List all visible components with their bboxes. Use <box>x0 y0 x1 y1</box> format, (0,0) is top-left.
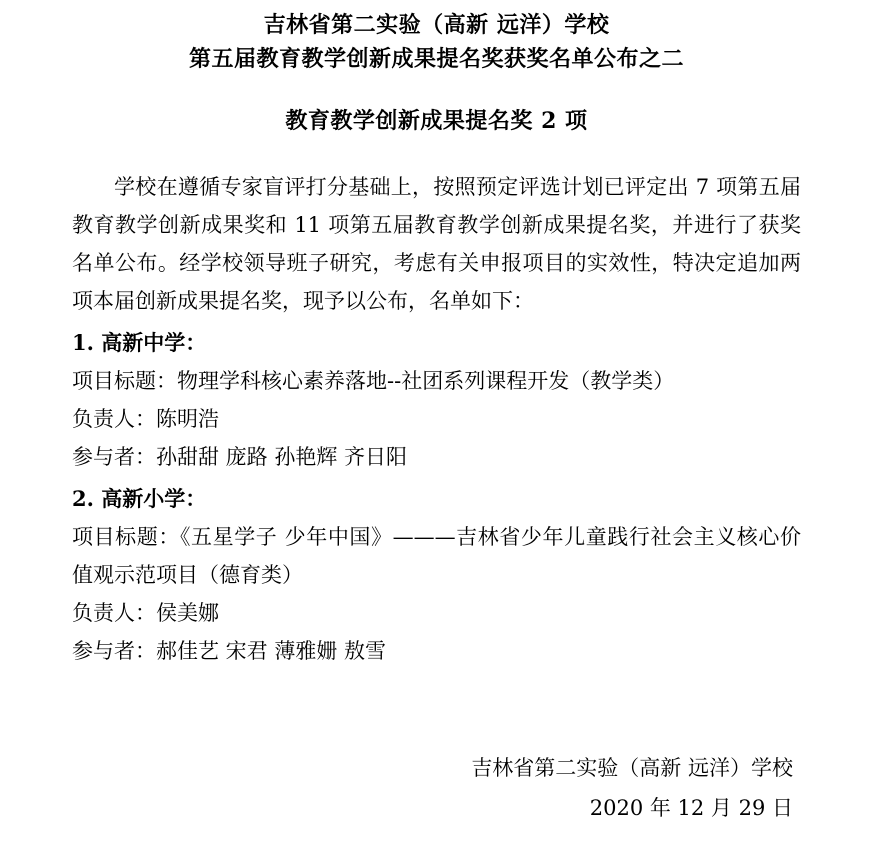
project-title: 项目标题：《五星学子 少年中国》———吉林省少年儿童践行社会主义核心价值观示范项目（德育类） <box>72 525 801 587</box>
project-leader: 负责人：侯美娜 <box>72 601 219 625</box>
project-title: 项目标题：物理学科核心素养落地--社团系列课程开发（教学类） <box>72 369 675 393</box>
section-heading: 2. 高新小学： <box>72 486 207 511</box>
project-leader: 负责人：陈明浩 <box>72 407 219 431</box>
signature-organization: 吉林省第二实验（高新 远洋）学校 <box>471 756 793 780</box>
intro-paragraph: 学校在遵循专家盲评打分基础上，按照预定评选计划已评定出 7 项第五届教育教学创新成果奖和 11 项第五届教育教学创新成果提名奖，并进行了获奖名单公布。经学校领导班子研究，考虑有关申报项目的实效性，特决定追加两项本届创新成果提名奖，现予以公布，名单如下： <box>72 175 801 313</box>
document-body <box>72 168 801 670</box>
section-heading: 1. 高新中学： <box>72 330 207 355</box>
document-title-line-1: 吉林省第二实验（高新 远洋）学校 <box>263 12 610 38</box>
document-subtitle: 教育教学创新成果提名奖 2 项 <box>285 108 588 134</box>
signature-date: 2020 年 12 月 29 日 <box>589 796 793 820</box>
signature-block <box>72 748 801 828</box>
document-title-line-2: 第五届教育教学创新成果提名奖获奖名单公布之二 <box>188 46 684 72</box>
project-participants: 参与者：孙甜甜 庞路 孙艳辉 齐日阳 <box>72 445 408 469</box>
award-section-2 <box>72 480 801 670</box>
award-section-1 <box>72 324 801 476</box>
project-participants: 参与者：郝佳艺 宋君 薄雅姗 敖雪 <box>72 639 387 663</box>
